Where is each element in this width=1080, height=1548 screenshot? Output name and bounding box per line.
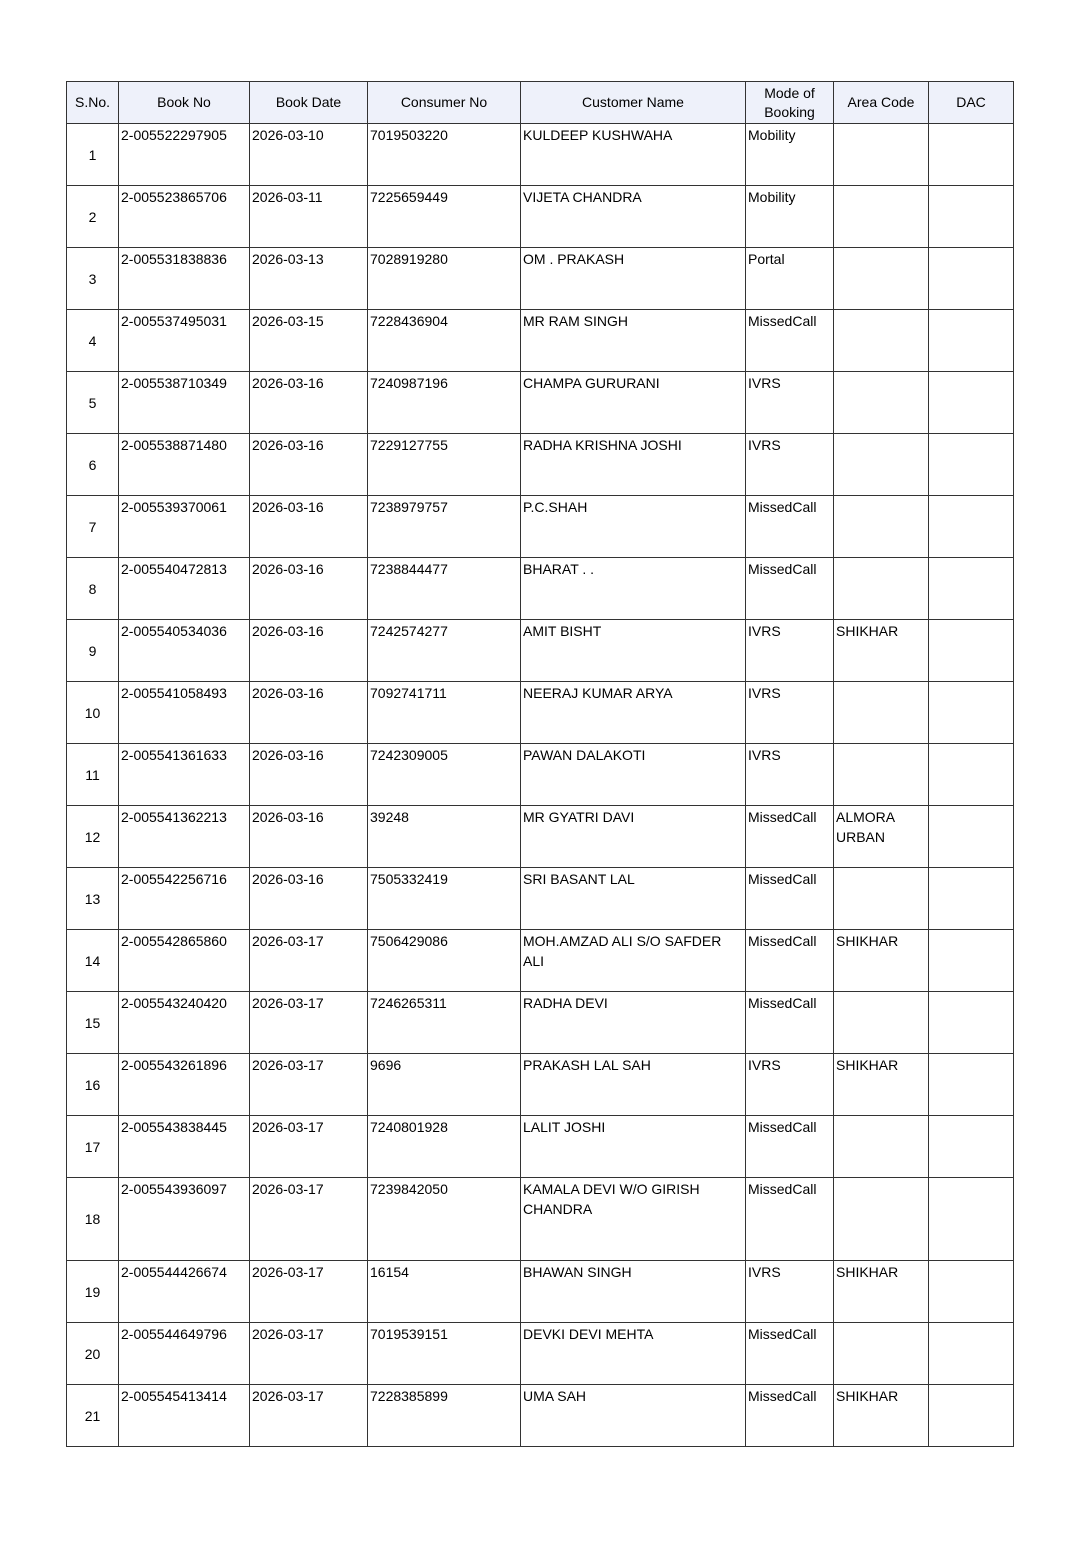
cell-mode-of-booking: MissedCall xyxy=(746,806,834,868)
header-book-no: Book No xyxy=(119,82,250,124)
cell-book-date: 2026-03-16 xyxy=(250,744,368,806)
cell-customer-name: PRAKASH LAL SAH xyxy=(521,1054,746,1116)
row-number: 1 xyxy=(88,146,97,163)
row-number: 2 xyxy=(88,208,97,225)
cell-book-date: 2026-03-17 xyxy=(250,992,368,1054)
cell-customer-name: RADHA KRISHNA JOSHI xyxy=(521,434,746,496)
cell-consumer-no: 7242574277 xyxy=(368,620,521,682)
table-row xyxy=(67,806,1014,868)
cell-book-no: 2-005538871480 xyxy=(119,434,250,496)
table-row xyxy=(67,1116,1014,1178)
cell-book-no: 2-005539370061 xyxy=(119,496,250,558)
header-area-code: Area Code xyxy=(834,82,929,124)
cell-sno xyxy=(67,558,119,620)
cell-book-date: 2026-03-17 xyxy=(250,1116,368,1178)
cell-book-date: 2026-03-16 xyxy=(250,372,368,434)
cell-area-code xyxy=(834,558,929,620)
cell-sno xyxy=(67,744,119,806)
cell-book-no: 2-005541058493 xyxy=(119,682,250,744)
table-header xyxy=(67,82,1014,124)
cell-customer-name: PAWAN DALAKOTI xyxy=(521,744,746,806)
cell-book-no: 2-005542865860 xyxy=(119,930,250,992)
cell-consumer-no: 7028919280 xyxy=(368,248,521,310)
cell-sno xyxy=(67,496,119,558)
cell-book-date: 2026-03-17 xyxy=(250,1054,368,1116)
cell-mode-of-booking: MissedCall xyxy=(746,930,834,992)
cell-area-code xyxy=(834,434,929,496)
table-row xyxy=(67,1054,1014,1116)
cell-sno xyxy=(67,124,119,186)
cell-dac xyxy=(929,806,1014,868)
booking-table xyxy=(66,81,1014,1447)
table-row xyxy=(67,1385,1014,1447)
cell-consumer-no: 9696 xyxy=(368,1054,521,1116)
cell-consumer-no: 7019539151 xyxy=(368,1323,521,1385)
cell-mode-of-booking: MissedCall xyxy=(746,1178,834,1261)
header-sno: S.No. xyxy=(67,82,119,124)
table-row xyxy=(67,744,1014,806)
cell-book-date: 2026-03-17 xyxy=(250,930,368,992)
cell-book-no: 2-005542256716 xyxy=(119,868,250,930)
cell-area-code xyxy=(834,992,929,1054)
cell-consumer-no: 7239842050 xyxy=(368,1178,521,1261)
row-number: 5 xyxy=(88,394,97,411)
cell-sno xyxy=(67,1261,119,1323)
row-number: 11 xyxy=(85,766,100,783)
row-number: 8 xyxy=(88,580,97,597)
table-row xyxy=(67,682,1014,744)
cell-book-date: 2026-03-15 xyxy=(250,310,368,372)
cell-consumer-no: 7240801928 xyxy=(368,1116,521,1178)
cell-dac xyxy=(929,930,1014,992)
header-customer-name: Customer Name xyxy=(521,82,746,124)
row-number: 7 xyxy=(88,518,97,535)
header-row xyxy=(67,82,1014,124)
cell-book-no: 2-005545413414 xyxy=(119,1385,250,1447)
cell-customer-name: KULDEEP KUSHWAHA xyxy=(521,124,746,186)
cell-dac xyxy=(929,1261,1014,1323)
cell-book-date: 2026-03-13 xyxy=(250,248,368,310)
cell-dac xyxy=(929,620,1014,682)
cell-area-code: SHIKHAR xyxy=(834,1054,929,1116)
table-row xyxy=(67,1261,1014,1323)
table-row xyxy=(67,186,1014,248)
cell-dac xyxy=(929,1323,1014,1385)
cell-mode-of-booking: IVRS xyxy=(746,434,834,496)
cell-area-code xyxy=(834,124,929,186)
table-body xyxy=(67,124,1014,1447)
table-row xyxy=(67,248,1014,310)
cell-book-date: 2026-03-16 xyxy=(250,496,368,558)
cell-book-no: 2-005543838445 xyxy=(119,1116,250,1178)
cell-book-no: 2-005531838836 xyxy=(119,248,250,310)
cell-sno xyxy=(67,1178,119,1261)
cell-area-code xyxy=(834,186,929,248)
cell-mode-of-booking: IVRS xyxy=(746,1054,834,1116)
cell-customer-name: CHAMPA GURURANI xyxy=(521,372,746,434)
cell-consumer-no: 7238979757 xyxy=(368,496,521,558)
cell-dac xyxy=(929,682,1014,744)
cell-dac xyxy=(929,992,1014,1054)
cell-consumer-no: 7229127755 xyxy=(368,434,521,496)
cell-consumer-no: 7228436904 xyxy=(368,310,521,372)
cell-mode-of-booking: MissedCall xyxy=(746,496,834,558)
cell-customer-name: DEVKI DEVI MEHTA xyxy=(521,1323,746,1385)
cell-customer-name: BHARAT . . xyxy=(521,558,746,620)
cell-area-code xyxy=(834,248,929,310)
cell-sno xyxy=(67,930,119,992)
cell-customer-name: BHAWAN SINGH xyxy=(521,1261,746,1323)
cell-area-code xyxy=(834,1323,929,1385)
cell-book-date: 2026-03-16 xyxy=(250,806,368,868)
cell-consumer-no: 7228385899 xyxy=(368,1385,521,1447)
cell-book-date: 2026-03-16 xyxy=(250,434,368,496)
cell-mode-of-booking: IVRS xyxy=(746,682,834,744)
cell-dac xyxy=(929,310,1014,372)
cell-book-date: 2026-03-17 xyxy=(250,1178,368,1261)
cell-consumer-no: 7506429086 xyxy=(368,930,521,992)
cell-mode-of-booking: MissedCall xyxy=(746,1116,834,1178)
cell-book-no: 2-005540534036 xyxy=(119,620,250,682)
table-row xyxy=(67,868,1014,930)
table-row xyxy=(67,434,1014,496)
cell-book-date: 2026-03-17 xyxy=(250,1385,368,1447)
cell-book-date: 2026-03-16 xyxy=(250,620,368,682)
cell-dac xyxy=(929,868,1014,930)
row-number: 21 xyxy=(84,1407,101,1424)
cell-book-date: 2026-03-16 xyxy=(250,868,368,930)
cell-sno xyxy=(67,248,119,310)
cell-dac xyxy=(929,1178,1014,1261)
cell-area-code xyxy=(834,372,929,434)
row-number: 19 xyxy=(84,1283,101,1300)
row-number: 15 xyxy=(84,1014,101,1031)
cell-sno xyxy=(67,682,119,744)
row-number: 18 xyxy=(84,1211,101,1227)
row-number: 4 xyxy=(88,332,97,349)
cell-mode-of-booking: IVRS xyxy=(746,744,834,806)
cell-dac xyxy=(929,372,1014,434)
cell-mode-of-booking: MissedCall xyxy=(746,868,834,930)
cell-dac xyxy=(929,124,1014,186)
cell-sno xyxy=(67,806,119,868)
table-row xyxy=(67,310,1014,372)
cell-consumer-no: 7238844477 xyxy=(368,558,521,620)
row-number: 20 xyxy=(84,1345,101,1362)
cell-book-no: 2-005543261896 xyxy=(119,1054,250,1116)
cell-book-date: 2026-03-17 xyxy=(250,1323,368,1385)
cell-customer-name: SRI BASANT LAL xyxy=(521,868,746,930)
cell-book-no: 2-005523865706 xyxy=(119,186,250,248)
table-row xyxy=(67,1178,1014,1261)
cell-customer-name: VIJETA CHANDRA xyxy=(521,186,746,248)
row-number: 12 xyxy=(84,828,101,845)
cell-mode-of-booking: Portal xyxy=(746,248,834,310)
cell-sno xyxy=(67,992,119,1054)
cell-book-no: 2-005543936097 xyxy=(119,1178,250,1261)
table-row xyxy=(67,124,1014,186)
cell-mode-of-booking: IVRS xyxy=(746,620,834,682)
header-dac: DAC xyxy=(929,82,1014,124)
table-row xyxy=(67,372,1014,434)
row-number: 10 xyxy=(84,704,101,721)
cell-book-no: 2-005544426674 xyxy=(119,1261,250,1323)
cell-sno xyxy=(67,372,119,434)
cell-mode-of-booking: Mobility xyxy=(746,186,834,248)
cell-customer-name: OM . PRAKASH xyxy=(521,248,746,310)
cell-consumer-no: 16154 xyxy=(368,1261,521,1323)
cell-customer-name: MR GYATRI DAVI xyxy=(521,806,746,868)
row-number: 3 xyxy=(88,270,97,287)
row-number: 9 xyxy=(88,642,97,659)
cell-consumer-no: 7092741711 xyxy=(368,682,521,744)
cell-customer-name: AMIT BISHT xyxy=(521,620,746,682)
cell-sno xyxy=(67,1385,119,1447)
cell-area-code xyxy=(834,744,929,806)
cell-customer-name: MOH.AMZAD ALI S/O SAFDER ALI xyxy=(521,930,746,992)
cell-dac xyxy=(929,1116,1014,1178)
cell-sno xyxy=(67,1054,119,1116)
cell-dac xyxy=(929,1385,1014,1447)
cell-customer-name: NEERAJ KUMAR ARYA xyxy=(521,682,746,744)
cell-customer-name: MR RAM SINGH xyxy=(521,310,746,372)
header-consumer-no: Consumer No xyxy=(368,82,521,124)
cell-mode-of-booking: MissedCall xyxy=(746,992,834,1054)
cell-consumer-no: 7246265311 xyxy=(368,992,521,1054)
cell-sno xyxy=(67,1116,119,1178)
cell-book-no: 2-005540472813 xyxy=(119,558,250,620)
row-number: 17 xyxy=(84,1138,101,1155)
cell-area-code xyxy=(834,682,929,744)
row-number: 6 xyxy=(88,456,97,473)
cell-mode-of-booking: MissedCall xyxy=(746,310,834,372)
cell-book-no: 2-005537495031 xyxy=(119,310,250,372)
cell-area-code: ALMORA URBAN xyxy=(834,806,929,868)
row-number: 14 xyxy=(84,952,101,969)
cell-area-code xyxy=(834,868,929,930)
cell-customer-name: RADHA DEVI xyxy=(521,992,746,1054)
cell-customer-name: UMA SAH xyxy=(521,1385,746,1447)
cell-book-no: 2-005541361633 xyxy=(119,744,250,806)
table-row xyxy=(67,992,1014,1054)
cell-consumer-no: 39248 xyxy=(368,806,521,868)
cell-book-date: 2026-03-16 xyxy=(250,682,368,744)
cell-customer-name: KAMALA DEVI W/O GIRISH CHANDRA xyxy=(521,1178,746,1261)
cell-mode-of-booking: Mobility xyxy=(746,124,834,186)
cell-customer-name: P.C.SHAH xyxy=(521,496,746,558)
cell-area-code xyxy=(834,496,929,558)
cell-consumer-no: 7225659449 xyxy=(368,186,521,248)
cell-dac xyxy=(929,248,1014,310)
cell-book-no: 2-005544649796 xyxy=(119,1323,250,1385)
cell-book-no: 2-005541362213 xyxy=(119,806,250,868)
cell-consumer-no: 7505332419 xyxy=(368,868,521,930)
cell-mode-of-booking: IVRS xyxy=(746,372,834,434)
cell-mode-of-booking: MissedCall xyxy=(746,1323,834,1385)
header-book-date: Book Date xyxy=(250,82,368,124)
cell-area-code xyxy=(834,310,929,372)
cell-dac xyxy=(929,434,1014,496)
cell-area-code xyxy=(834,1116,929,1178)
cell-sno xyxy=(67,186,119,248)
table-row xyxy=(67,558,1014,620)
cell-mode-of-booking: MissedCall xyxy=(746,558,834,620)
table-row xyxy=(67,620,1014,682)
cell-consumer-no: 7242309005 xyxy=(368,744,521,806)
table-row xyxy=(67,496,1014,558)
cell-dac xyxy=(929,558,1014,620)
cell-area-code: SHIKHAR xyxy=(834,620,929,682)
cell-book-date: 2026-03-11 xyxy=(250,186,368,248)
table-row xyxy=(67,930,1014,992)
row-number: 13 xyxy=(84,890,101,907)
cell-book-no: 2-005543240420 xyxy=(119,992,250,1054)
cell-area-code: SHIKHAR xyxy=(834,1261,929,1323)
cell-book-date: 2026-03-10 xyxy=(250,124,368,186)
cell-dac xyxy=(929,496,1014,558)
cell-book-date: 2026-03-17 xyxy=(250,1261,368,1323)
cell-book-no: 2-005522297905 xyxy=(119,124,250,186)
cell-area-code: SHIKHAR xyxy=(834,930,929,992)
cell-book-date: 2026-03-16 xyxy=(250,558,368,620)
cell-sno xyxy=(67,868,119,930)
cell-sno xyxy=(67,310,119,372)
cell-sno xyxy=(67,1323,119,1385)
cell-dac xyxy=(929,186,1014,248)
cell-dac xyxy=(929,744,1014,806)
cell-sno xyxy=(67,620,119,682)
cell-area-code: SHIKHAR xyxy=(834,1385,929,1447)
cell-book-no: 2-005538710349 xyxy=(119,372,250,434)
cell-mode-of-booking: MissedCall xyxy=(746,1385,834,1447)
header-mode-of-booking: Mode of Booking xyxy=(746,82,834,124)
cell-mode-of-booking: IVRS xyxy=(746,1261,834,1323)
cell-consumer-no: 7240987196 xyxy=(368,372,521,434)
cell-consumer-no: 7019503220 xyxy=(368,124,521,186)
table-row xyxy=(67,1323,1014,1385)
cell-area-code xyxy=(834,1178,929,1261)
cell-dac xyxy=(929,1054,1014,1116)
row-number: 16 xyxy=(84,1076,101,1093)
cell-customer-name: LALIT JOSHI xyxy=(521,1116,746,1178)
cell-sno xyxy=(67,434,119,496)
